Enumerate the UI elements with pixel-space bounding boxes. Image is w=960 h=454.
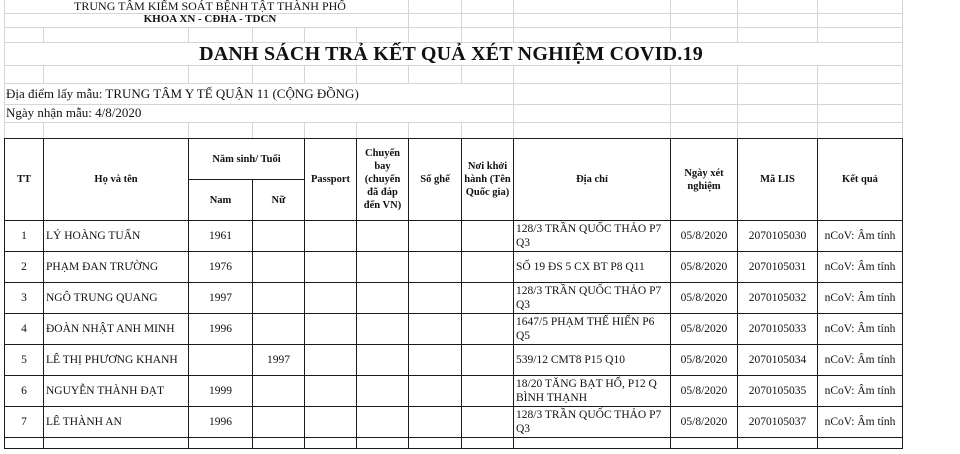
gridline xyxy=(43,27,44,42)
cell-name: LÝ HOÀNG TUẤN xyxy=(44,221,189,252)
gridline xyxy=(461,122,462,138)
col-header-result: Kết quả xyxy=(818,139,903,221)
cell-test-date: 05/8/2020 xyxy=(671,376,738,407)
cell-tt: 7 xyxy=(5,407,44,438)
gridline xyxy=(4,27,902,28)
cell-origin xyxy=(462,283,514,314)
gridline xyxy=(461,65,462,83)
cell-result: nCoV: Âm tính xyxy=(818,221,903,252)
cell-name: NGÔ TRUNG QUANG xyxy=(44,283,189,314)
cell-flight xyxy=(357,314,409,345)
gridline xyxy=(43,122,44,138)
col-header-origin: Nơi khởi hành (Tên Quốc gia) xyxy=(462,139,514,221)
cell-seat xyxy=(409,376,462,407)
cell-flight xyxy=(357,283,409,314)
cell-flight xyxy=(357,376,409,407)
table-row xyxy=(5,314,903,345)
cell-test-date: 05/8/2020 xyxy=(671,345,738,376)
gridline xyxy=(408,122,409,138)
cell-male: 1976 xyxy=(189,252,253,283)
cell-male: 1996 xyxy=(189,314,253,345)
cell-tt: 1 xyxy=(5,221,44,252)
cell-origin xyxy=(462,252,514,283)
gridline xyxy=(356,65,357,83)
col-header-passport: Passport xyxy=(305,139,357,221)
cell-test-date: 05/8/2020 xyxy=(671,407,738,438)
gridline xyxy=(43,65,44,83)
cell-lis-code: 2070105037 xyxy=(738,407,818,438)
gridline xyxy=(252,65,253,83)
cell-lis-code: 2070105035 xyxy=(738,376,818,407)
cell-female xyxy=(253,283,305,314)
cell-lis-code: 2070105033 xyxy=(738,314,818,345)
gridline xyxy=(188,122,189,138)
cell-lis-code: 2070105034 xyxy=(738,345,818,376)
cell-result: nCoV: Âm tính xyxy=(818,252,903,283)
gridline xyxy=(252,27,253,42)
cell-female xyxy=(253,221,305,252)
cell-address: 1647/5 PHẠM THẾ HIỂN P6 Q5 xyxy=(514,314,671,345)
gridline xyxy=(304,27,305,42)
cell-origin xyxy=(462,345,514,376)
cell-name: LÊ THỊ PHƯƠNG KHANH xyxy=(44,345,189,376)
gridline xyxy=(737,0,738,42)
cell-tt: 6 xyxy=(5,376,44,407)
gridline xyxy=(902,0,903,138)
cell-seat xyxy=(409,407,462,438)
cell-tt: 2 xyxy=(5,252,44,283)
department-name: KHOA XN - CĐHA - TDCN xyxy=(143,13,277,25)
cell-male: 1999 xyxy=(189,376,253,407)
cell-passport xyxy=(305,345,357,376)
table-row xyxy=(5,221,903,252)
col-header-seat: Số ghế xyxy=(409,139,462,221)
cell-address: 18/20 TĂNG BẠT HỔ, P12 Q BÌNH THẠNH xyxy=(514,376,671,407)
cell-seat xyxy=(409,221,462,252)
col-header-female: Nữ xyxy=(253,180,305,221)
gridline xyxy=(356,27,357,42)
cell-female xyxy=(253,407,305,438)
cell-tt: 3 xyxy=(5,283,44,314)
gridline xyxy=(4,122,902,123)
cell-name: NGUYỄN THÀNH ĐẠT xyxy=(44,376,189,407)
cell-seat xyxy=(409,345,462,376)
gridline xyxy=(304,122,305,138)
cell-origin xyxy=(462,221,514,252)
cell-male xyxy=(189,345,253,376)
col-header-lis-code: Mã LIS xyxy=(738,139,818,221)
organization-name: TRUNG TÂM KIỂM SOÁT BỆNH TẬT THÀNH PHỐ xyxy=(74,0,346,13)
cell-test-date: 05/8/2020 xyxy=(671,314,738,345)
cell-passport xyxy=(305,376,357,407)
gridline xyxy=(670,65,671,138)
cell-tt: 5 xyxy=(5,345,44,376)
cell-origin xyxy=(462,407,514,438)
col-header-male: Nam xyxy=(189,180,253,221)
gridline xyxy=(670,0,671,42)
cell-name: ĐOÀN NHẬT ANH MINH xyxy=(44,314,189,345)
gridline xyxy=(408,65,409,83)
cell-result: nCoV: Âm tính xyxy=(818,407,903,438)
col-header-name: Họ và tên xyxy=(44,139,189,221)
cell-origin xyxy=(462,376,514,407)
cell-name: LÊ THÀNH AN xyxy=(44,407,189,438)
cell-address: 128/3 TRẦN QUỐC THẢO P7 Q3 xyxy=(514,283,671,314)
gridline xyxy=(817,0,818,42)
cell-test-date: 05/8/2020 xyxy=(671,221,738,252)
table-row xyxy=(5,252,903,283)
cell-lis-code: 2070105031 xyxy=(738,252,818,283)
table-row xyxy=(5,283,903,314)
gridline xyxy=(188,65,189,83)
gridline xyxy=(513,0,514,42)
cell-address: SỐ 19 ĐS 5 CX BT P8 Q11 xyxy=(514,252,671,283)
table-row xyxy=(5,345,903,376)
cell-female xyxy=(253,376,305,407)
table-row-cut-off xyxy=(5,438,903,449)
cell-passport xyxy=(305,252,357,283)
cell-flight xyxy=(357,407,409,438)
gridline xyxy=(252,122,253,138)
gridline xyxy=(817,65,818,138)
cell-flight xyxy=(357,221,409,252)
sampling-location: Địa điểm lấy mẫu: TRUNG TÂM Y TẾ QUẬN 11 (CỘNG ĐỒNG) xyxy=(6,86,359,101)
gridline xyxy=(356,122,357,138)
col-header-test-date: Ngày xét nghiệm xyxy=(671,139,738,221)
cell-origin xyxy=(462,314,514,345)
cell-male: 1996 xyxy=(189,407,253,438)
col-header-birth-year: Năm sinh/ Tuổi xyxy=(189,139,305,180)
cell-male: 1997 xyxy=(189,283,253,314)
cell-passport xyxy=(305,283,357,314)
cell-male: 1961 xyxy=(189,221,253,252)
cell-address: 128/3 TRẦN QUỐC THẢO P7 Q3 xyxy=(514,407,671,438)
cell-test-date: 05/8/2020 xyxy=(671,252,738,283)
col-header-tt: TT xyxy=(5,139,44,221)
cell-seat xyxy=(409,314,462,345)
gridline xyxy=(304,65,305,83)
cell-female xyxy=(253,314,305,345)
cell-result: nCoV: Âm tính xyxy=(818,314,903,345)
cell-address: 128/3 TRẦN QUỐC THẢO P7 Q3 xyxy=(514,221,671,252)
cell-address: 539/12 CMT8 P15 Q10 xyxy=(514,345,671,376)
gridline xyxy=(737,65,738,138)
page-title: DANH SÁCH TRẢ KẾT QUẢ XÉT NGHIỆM COVID.19 xyxy=(199,43,703,65)
cell-lis-code: 2070105030 xyxy=(738,221,818,252)
table-row xyxy=(5,407,903,438)
cell-result: nCoV: Âm tính xyxy=(818,376,903,407)
table-row xyxy=(5,376,903,407)
cell-name: PHẠM ĐAN TRƯỜNG xyxy=(44,252,189,283)
cell-flight xyxy=(357,345,409,376)
results-table xyxy=(4,138,903,449)
gridline xyxy=(188,27,189,42)
cell-seat xyxy=(409,283,462,314)
cell-passport xyxy=(305,221,357,252)
cell-seat xyxy=(409,252,462,283)
cell-result: nCoV: Âm tính xyxy=(818,283,903,314)
cell-passport xyxy=(305,407,357,438)
cell-female xyxy=(253,252,305,283)
cell-test-date: 05/8/2020 xyxy=(671,283,738,314)
cell-passport xyxy=(305,314,357,345)
cell-tt: 4 xyxy=(5,314,44,345)
received-date: Ngày nhận mẫu: 4/8/2020 xyxy=(6,105,142,120)
cell-result: nCoV: Âm tính xyxy=(818,345,903,376)
gridline xyxy=(4,83,902,84)
gridline xyxy=(461,0,462,42)
col-header-flight: Chuyến bay (chuyến đã đáp đến VN) xyxy=(357,139,409,221)
cell-flight xyxy=(357,252,409,283)
cell-female: 1997 xyxy=(253,345,305,376)
gridline xyxy=(513,65,514,138)
cell-lis-code: 2070105032 xyxy=(738,283,818,314)
col-header-address: Địa chỉ xyxy=(514,139,671,221)
